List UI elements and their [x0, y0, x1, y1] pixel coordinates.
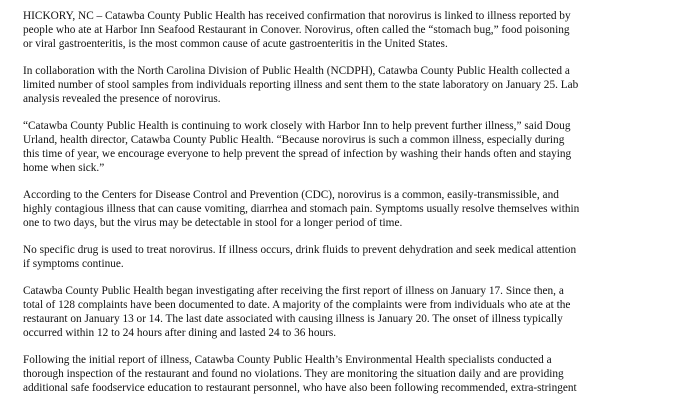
- paragraph-confirmation: [23, 9, 693, 51]
- text-line: Following the initial report of illness, Catawba County Public Health’s Environmental Health specialists conducted a: [23, 354, 552, 366]
- paragraph-cdc: [23, 188, 693, 230]
- text-line: one to two days, but the virus may be detectable in stool for a longer period of time.: [23, 217, 403, 229]
- text-line: HICKORY, NC – Catawba County Public Health has received confirmation that norovirus is linked to illness reported by: [23, 10, 571, 22]
- text-line: No specific drug is used to treat norovirus. If illness occurs, drink fluids to prevent dehydration and seek medical attention: [23, 244, 577, 256]
- text-line: if symptoms continue.: [23, 258, 124, 270]
- text-line: this time of year, we encourage everyone to help prevent the spread of infection by washing their hands often and staying: [23, 148, 572, 160]
- paragraph-treatment: [23, 243, 693, 271]
- text-line: restaurant on January 13 or 14. The last date associated with causing illness is January 20. The onset of illness typically: [23, 313, 563, 325]
- text-line: additional safe foodservice education to restaurant personnel, who have also been following recommended, extra-stringent: [23, 382, 577, 394]
- paragraph-inspection: [23, 353, 693, 395]
- text-line: According to the Centers for Disease Control and Prevention (CDC), norovirus is a common, easily-transmissible, and: [23, 189, 559, 201]
- text-line: In collaboration with the North Carolina Division of Public Health (NCDPH), Catawba County Public Health collected a: [23, 65, 570, 77]
- text-line: total of 128 complaints have been documented to date. A majority of the complaints were from individuals who ate at the: [23, 299, 571, 311]
- paragraph-quote: [23, 119, 693, 175]
- press-release-body: [23, 9, 693, 408]
- text-line: thorough inspection of the restaurant and found no violations. They are monitoring the situation daily and are providing: [23, 368, 564, 380]
- text-line: analysis revealed the presence of norovirus.: [23, 93, 221, 105]
- text-line: “Catawba County Public Health is continuing to work closely with Harbor Inn to help prevent further illness,” said Doug: [23, 120, 571, 132]
- text-line: Urland, health director, Catawba County Public Health. “Because norovirus is such a common illness, especially during: [23, 134, 565, 146]
- text-line: Catawba County Public Health began investigating after receiving the first report of illness on January 17. Since then, a: [23, 285, 564, 297]
- text-line: occurred within 12 to 24 hours after dining and lasted 24 to 36 hours.: [23, 327, 337, 339]
- paragraph-collaboration: [23, 64, 693, 106]
- text-line: people who ate at Harbor Inn Seafood Restaurant in Conover. Norovirus, often called the “stomach bug,” food poisoning: [23, 24, 570, 36]
- text-line: or viral gastroenteritis, is the most common cause of acute gastroenteritis in the United States.: [23, 38, 448, 50]
- text-line: highly contagious illness that can cause vomiting, diarrhea and stomach pain. Symptoms usually resolve themselves within: [23, 203, 580, 215]
- text-line: limited number of stool samples from individuals reporting illness and sent them to the state laboratory on January 25. Lab: [23, 79, 579, 91]
- paragraph-investigation: [23, 284, 693, 340]
- text-line: home when sick.”: [23, 162, 105, 174]
